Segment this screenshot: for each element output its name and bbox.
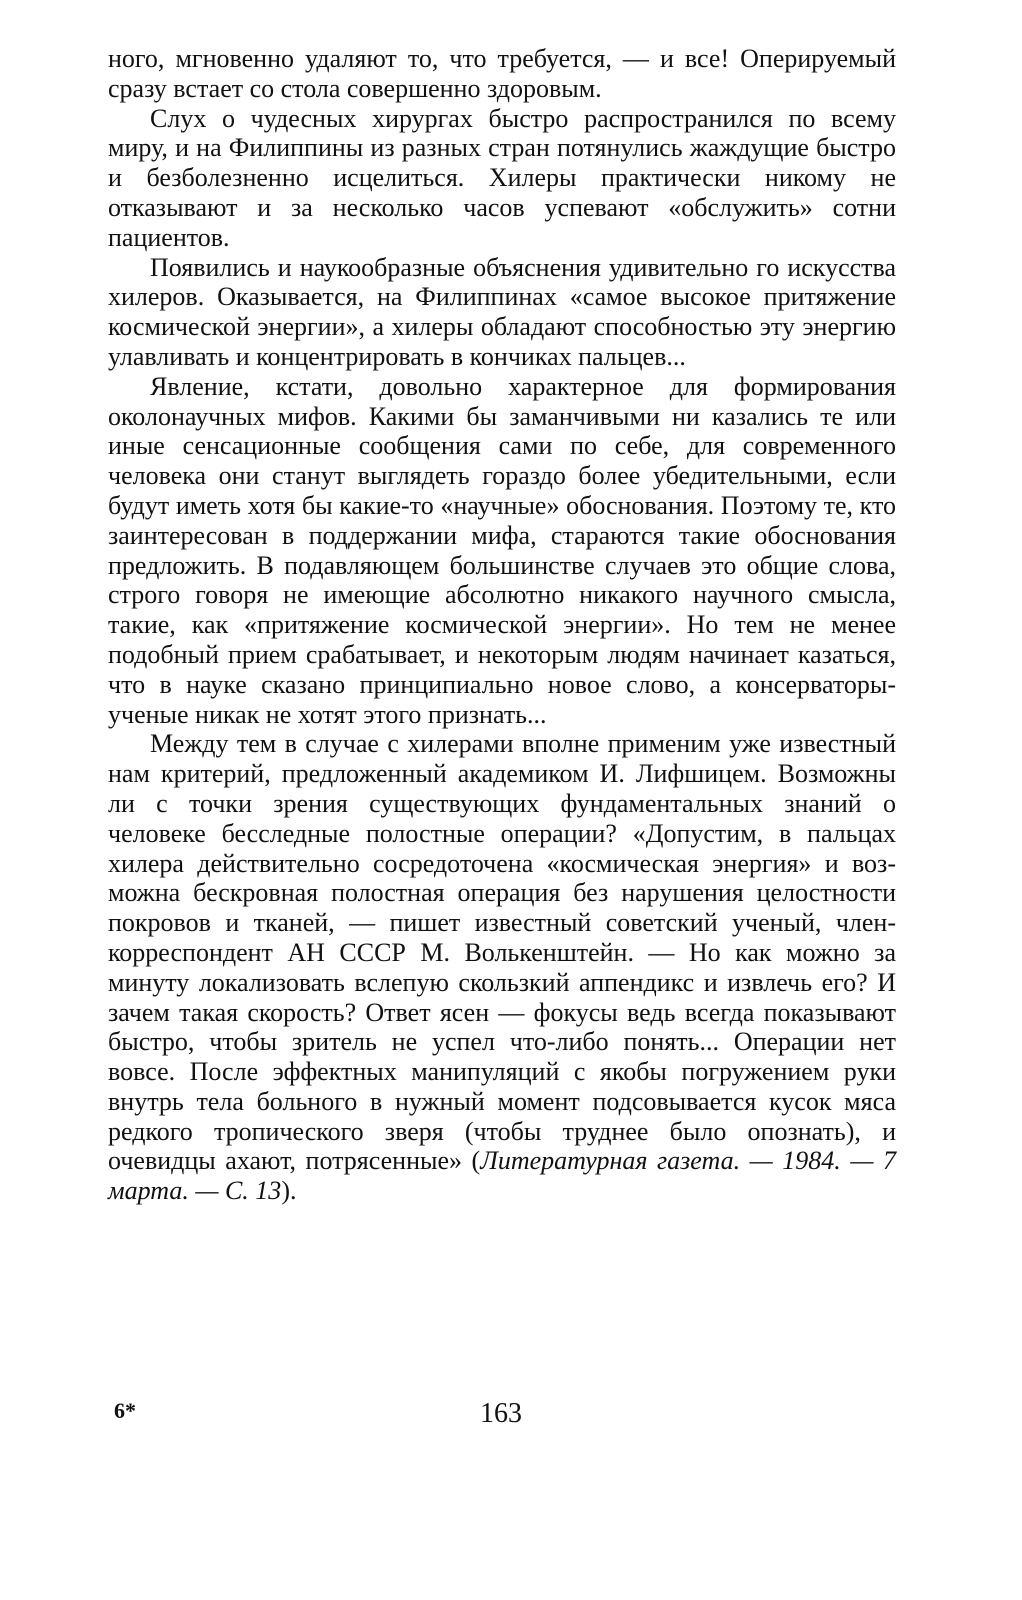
page-body <box>108 44 896 1206</box>
signature-mark: 6* <box>114 1398 136 1423</box>
paragraph-5 <box>108 729 896 1206</box>
paragraph-3: Появились и наукообразные объяснения удивительно го искусства хилеров. Оказывается, на Филиппинах «самое высокое притяжение космической энергии», а хилеры обладают способностью эту энергию улавливать и концентрировать в кончиках пальцев... <box>108 252 896 371</box>
paragraph-4: Явление, кстати, довольно характерное для формирования околонаучных мифов. Какими бы заманчивыми ни казались те или иные сенсационные сообщения сами по себе, для современного человека они станут выглядеть гораздо более убедительными, если будут иметь хотя бы какие-то «научные» обоснования. Поэтому те, кто заинтересован в поддержании мифа, стараются такие обоснования предложить. В подавляющем большинстве случаев это общие слова, строго говоря не имеющие абсолютно никакого научного смысла, такие, как «притяжение космической энергии». Но тем не менее подобный прием срабатывает, и некоторым людям начинает казаться, что в науке сказано принципиально новое слово, а консерваторы-ученые никак не хотят этого признать... <box>108 371 896 729</box>
citation-reference: Литературная газета. — 1984. — 7 марта. — С. 13 <box>108 1146 896 1206</box>
page-footer <box>108 1398 896 1438</box>
citation-closing: ). <box>281 1176 297 1206</box>
page-number: 163 <box>480 1398 522 1429</box>
paragraph-1: ного, мгновенно удаляют то, что требуется, — и все! Оперируемый сразу встает со стола совершенно здоровым. <box>108 44 896 103</box>
paragraph-2: Слух о чудесных хирургах быстро распространился по всему миру, и на Филиппины из разных стран потянулись жаждущие быстро и безболезненно исцелиться. Хилеры практически никому не отказывают и за несколько часов успевают «обслужить» сотни пациентов. <box>108 103 896 252</box>
paragraph-5-text: Между тем в случае с хилерами вполне применим уже известный нам критерий, предложенный академиком И. Лифшицем. Возможны ли с точки зрения существующих фундаментальных знаний о человеке бесследные полостные операции? «Допустим, в пальцах хилера действительно сосредоточена «космическая энергия» и возможна бескровная полостная операция без нарушения целостности покровов и тканей, — пишет известный советский ученый, член-корреспондент АН СССР М. Волькенштейн. — Но как можно за минуту локализовать вслепую скользкий аппендикс и извлечь его? И зачем такая скорость? Ответ ясен — фокусы ведь всегда показывают быстро, чтобы зритель не успел что-либо понять... Операции нет вовсе. После эффектных манипуляций с якобы погружением руки внутрь тела больного в нужный момент подсовывается кусок мяса редкого тропического зверя (чтобы труднее было опознать), и очевидцы ахают, потрясенные» ( <box>108 729 896 1176</box>
